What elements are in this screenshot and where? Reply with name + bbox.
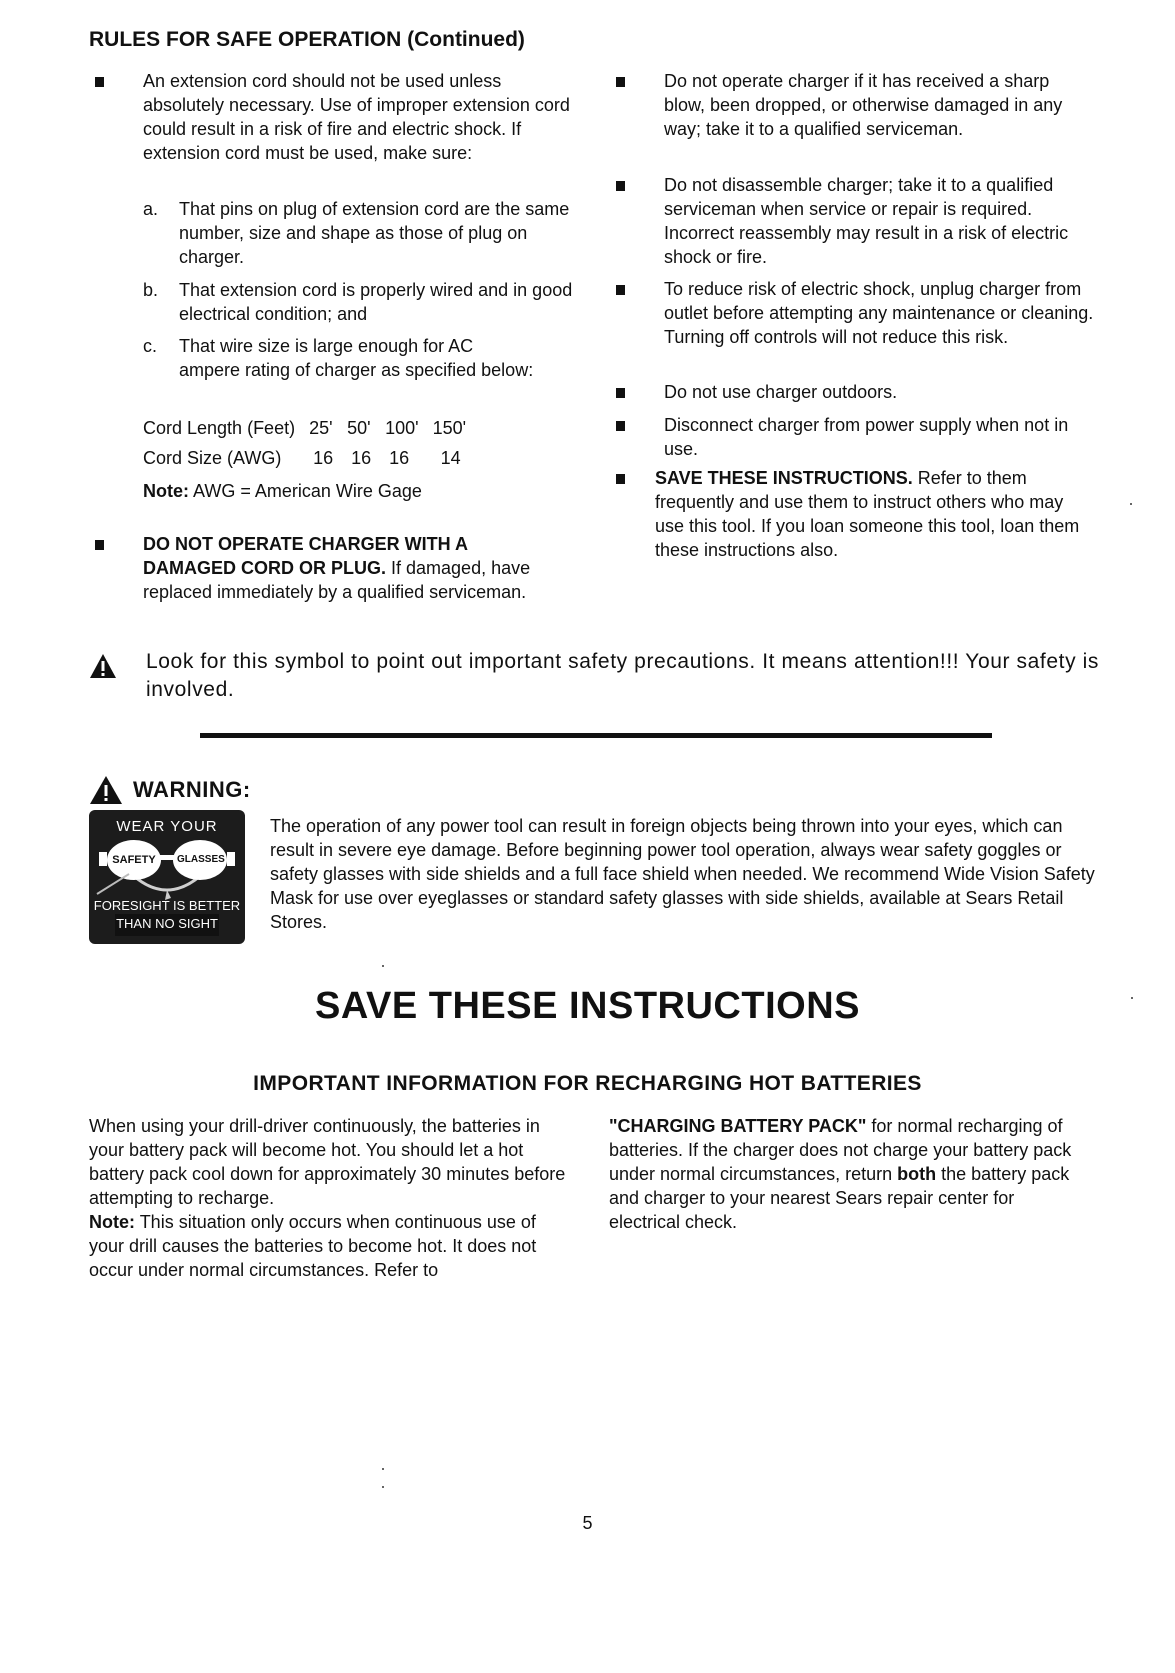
extension-cord-text: An extension cord should not be used unless absolutely necessary. Use of improper extension cord could result in a risk of fire and electric shock. If extension cord must be used, make sure: bbox=[143, 71, 570, 163]
page-number: 5 bbox=[582, 1513, 593, 1533]
save-instructions-heading: SAVE THESE INSTRUCTIONS bbox=[315, 985, 860, 1027]
rule-item bbox=[664, 413, 1084, 461]
scan-speck bbox=[1130, 503, 1132, 505]
awg-note bbox=[143, 479, 563, 503]
sub-item-label: b. bbox=[143, 280, 159, 300]
scan-speck bbox=[382, 965, 384, 967]
decal-left-lens-text: SAFETY bbox=[112, 854, 156, 866]
sub-item-text: That extension cord is properly wired and in good electrical condition; and bbox=[179, 280, 573, 324]
warning-text: The operation of any power tool can result in foreign objects being thrown into your eyes, which can result in severe eye damage. Before beginning power tool operation, always wear safety goggles or safety glasses with side shields and a full face shield when needed. We recommend Wide Vision Safety Mask for use over eyeglasses or standard safety glasses with side shields, available at Sears Retail Stores. bbox=[270, 816, 1095, 932]
recharging-paragraph: When using your drill-driver continuously, the batteries in your battery pack will become hot. You should let a hot battery pack cool down for approximately 30 minutes before attempting to recharge. bbox=[89, 1116, 566, 1208]
rule-text: To reduce risk of electric shock, unplug charger from outlet before attempting any maintenance or cleaning. Turning off controls will not reduce this risk. bbox=[664, 279, 1094, 347]
table-row bbox=[143, 418, 480, 448]
bullet-icon bbox=[616, 181, 625, 191]
table-row bbox=[143, 448, 480, 478]
decal-bottom-text: FORESIGHT IS BETTER bbox=[93, 898, 241, 913]
scan-speck bbox=[1131, 997, 1133, 999]
rule-text: Do not use charger outdoors. bbox=[664, 382, 898, 402]
warning-triangle-icon bbox=[89, 775, 123, 805]
horizontal-divider bbox=[200, 733, 992, 738]
sub-item-label: a. bbox=[143, 199, 159, 219]
bullet-icon bbox=[616, 77, 625, 87]
table-cell: 16 bbox=[389, 448, 410, 468]
sub-item-c bbox=[143, 334, 539, 382]
damaged-cord-bold: DO NOT OPERATE CHARGER WITH A DAMAGED CORD OR PLUG. bbox=[143, 534, 468, 578]
bullet-icon bbox=[616, 285, 625, 295]
sub-item-a bbox=[143, 197, 579, 269]
caution-text: Look for this symbol to point out important safety precautions. It means attention!!! Your safety is involved. bbox=[146, 650, 1099, 701]
recharging-heading: IMPORTANT INFORMATION FOR RECHARGING HOT BATTERIES bbox=[253, 1072, 922, 1095]
recharging-text: the battery pack and charger to your nearest Sears repair center for electrical check. bbox=[609, 1164, 1070, 1232]
recharging-note bbox=[89, 1210, 574, 1282]
sub-item-text: That wire size is large enough for AC ampere rating of charger as specified below: bbox=[179, 336, 534, 380]
decal-right-lens-text: GLASSES bbox=[177, 854, 225, 865]
table-cell: 50' bbox=[347, 418, 371, 438]
bullet-icon bbox=[616, 421, 625, 431]
note-text: AWG = American Wire Gage bbox=[193, 481, 422, 501]
table-cell: Cord Length (Feet) bbox=[143, 418, 296, 438]
recharging-text: for normal recharging of batteries. If the charger does not charge your battery pack under normal circumstances, return bbox=[609, 1116, 1072, 1184]
charging-battery-pack-reference: "CHARGING BATTERY PACK" bbox=[609, 1116, 867, 1136]
note-label: Note: bbox=[89, 1212, 135, 1232]
bullet-icon bbox=[616, 474, 625, 484]
note-text: This situation only occurs when continuous use of your drill causes the batteries to become hot. It does not occur under normal circumstances. Refer to bbox=[89, 1212, 537, 1280]
safety-glasses-decal bbox=[89, 810, 245, 944]
recharging-right-column bbox=[609, 1114, 1087, 1234]
decal-bottom-text: THAN NO SIGHT bbox=[116, 916, 218, 931]
recharging-left-column bbox=[89, 1114, 574, 1282]
rule-item bbox=[664, 277, 1094, 349]
warning-heading bbox=[89, 775, 251, 811]
table-cell: 16 bbox=[313, 448, 334, 468]
sub-item-label: c. bbox=[143, 336, 158, 356]
table-cell: 16 bbox=[351, 448, 372, 468]
damaged-cord-text: If damaged, have replaced immediately by a qualified serviceman. bbox=[143, 558, 531, 602]
extension-cord-rule bbox=[143, 69, 573, 165]
page-title: RULES FOR SAFE OPERATION (Continued) bbox=[89, 28, 525, 51]
bullet-icon bbox=[95, 77, 104, 87]
table-cell: 150' bbox=[432, 418, 467, 438]
rule-item bbox=[664, 380, 1084, 404]
bullet-icon bbox=[616, 388, 625, 398]
save-instructions-bold: SAVE THESE INSTRUCTIONS. bbox=[655, 468, 913, 488]
damaged-cord-rule bbox=[143, 532, 543, 604]
warning-triangle-icon bbox=[89, 653, 117, 679]
cord-size-table bbox=[143, 418, 480, 478]
sub-item-b bbox=[143, 278, 579, 326]
rule-item bbox=[664, 69, 1084, 141]
table-cell: 14 bbox=[440, 448, 461, 468]
table-cell: Cord Size (AWG) bbox=[143, 448, 282, 468]
note-label: Note: bbox=[143, 481, 189, 501]
rule-text: Do not operate charger if it has received a sharp blow, been dropped, or otherwise damaged in any way; take it to a qualified serviceman. bbox=[664, 71, 1063, 139]
rule-text: Disconnect charger from power supply when not in use. bbox=[664, 415, 1069, 459]
rule-text: Do not disassemble charger; take it to a qualified serviceman when service or repair is required. Incorrect reassembly may result in a risk of electric shock or fire. bbox=[664, 175, 1069, 267]
scan-speck bbox=[382, 1486, 384, 1488]
table-cell: 25' bbox=[309, 418, 333, 438]
table-cell: 100' bbox=[385, 418, 419, 438]
save-instructions-text: Refer to them frequently and use them to instruct others who may use this tool. If you loan someone this tool, loan them these instructions also. bbox=[655, 468, 1080, 560]
decal-top-text: WEAR YOUR bbox=[116, 818, 218, 835]
warning-label: WARNING: bbox=[133, 777, 251, 802]
save-instructions-rule bbox=[655, 466, 1085, 562]
sub-item-text: That pins on plug of extension cord are the same number, size and shape as those of plug on charger. bbox=[179, 199, 570, 267]
emphasis-both: both bbox=[897, 1164, 937, 1184]
bullet-icon bbox=[95, 540, 104, 550]
rule-item bbox=[664, 173, 1084, 269]
scan-speck bbox=[382, 1468, 384, 1470]
